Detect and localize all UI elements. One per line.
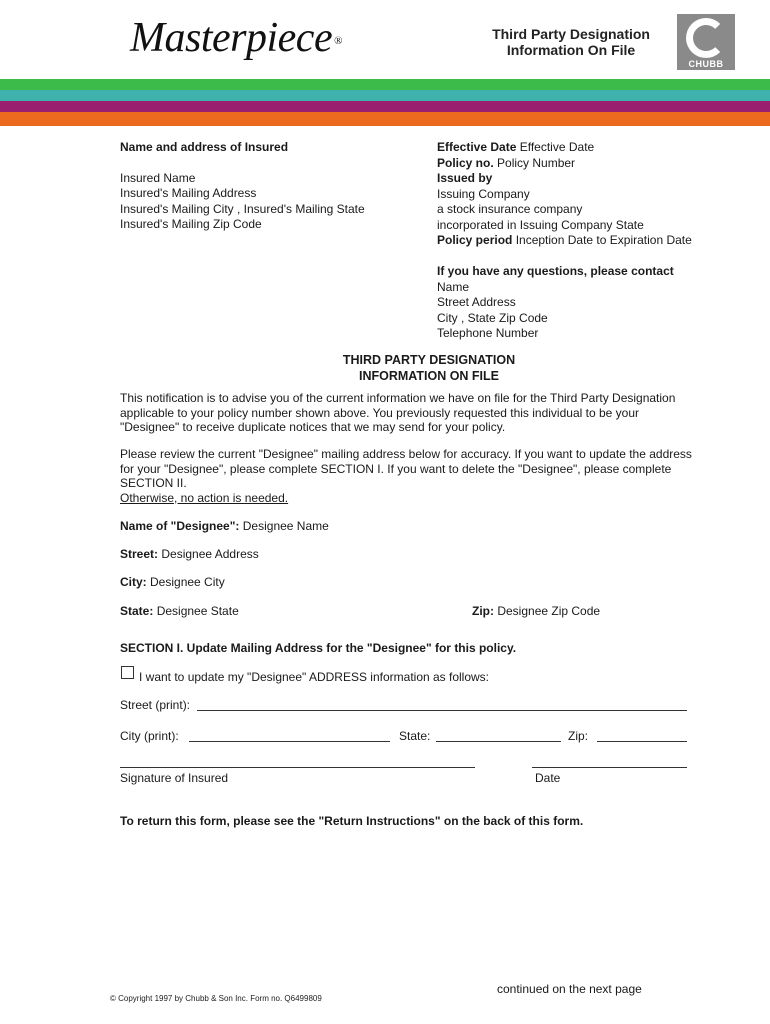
contact-name: Name [437,279,470,294]
issued-by-label: Issued by [437,171,493,185]
policy-number-row [437,156,692,172]
insured-block [120,140,365,233]
update-address-checkbox[interactable] [121,666,134,679]
color-bar-teal [0,90,770,101]
designee-state-row [120,604,239,620]
insured-address: Insured's Mailing Address [120,186,257,200]
policy-number-value: Policy Number [497,155,576,170]
review-line: for your "Designee", please complete SECTION I. If you want to delete the "Designee", please complete [120,461,672,476]
street-print-field[interactable] [197,710,687,711]
date-field[interactable] [532,767,687,768]
designee-zip-label: Zip: [472,604,494,618]
effective-date-row [437,140,692,156]
effective-date-value: Effective Date [519,140,595,154]
section-title [44,353,770,384]
document-title [492,26,650,58]
return-instructions-note: To return this form, please see the "Return Instructions" on the back of this form. [120,814,584,828]
document-title-line2: Information On File [506,42,636,58]
designee-city-row [120,575,225,591]
logo-text: Masterpiece [130,15,333,61]
chubb-c-icon [686,18,726,58]
designee-zip-value: Designee Zip Code [497,604,601,618]
contact-heading: If you have any questions, please contact [437,264,674,278]
section-title-line2: INFORMATION ON FILE [358,368,500,383]
designee-city-value: Designee City [150,575,225,589]
stock-company-text: a stock insurance company [437,202,583,216]
chubb-logo [677,14,735,70]
notification-paragraph [120,391,740,435]
zip-print-label: Zip: [568,729,589,743]
designee-name-row [120,519,329,535]
review-paragraph [120,447,740,505]
continued-note: continued on the next page [497,982,642,996]
policy-number-label: Policy no. [437,155,494,170]
copyright-footer: © Copyright 1997 by Chubb & Son Inc. Form no. Q6499809 [110,994,322,1003]
document-title-line1: Third Party Designation [492,26,650,42]
color-bar-green [0,79,770,90]
contact-street: Street Address [437,295,516,309]
insured-heading: Name and address of Insured [120,140,289,154]
insured-zip: Insured's Mailing Zip Code [120,217,262,231]
designee-zip-row [472,604,600,620]
designee-state-label: State: [120,604,154,618]
designee-city-label: City: [120,575,147,589]
review-line: SECTION II. [120,476,187,490]
section-title-line1: THIRD PARTY DESIGNATION [342,353,516,367]
no-action-note: Otherwise, no action is needed. [120,490,289,505]
policy-period-row [437,233,692,249]
policy-period-label: Policy period [437,233,513,247]
contact-city-state-zip: City , State Zip Code [437,310,548,325]
section1-heading: SECTION I. Update Mailing Address for the "Designee" for this policy. [120,641,517,655]
designee-state-value: Designee State [156,604,239,618]
logo-registered-mark: ® [334,35,342,48]
zip-print-field[interactable] [597,741,687,742]
state-print-field[interactable] [436,741,561,742]
notification-line: applicable to your policy number shown above. You previously requested this individual to be your [120,405,639,420]
review-line: Please review the current "Designee" mailing address below for accuracy. If you want to update the address [120,447,692,461]
chubb-logo-text: CHUBB [688,59,724,69]
policy-period-value: Inception Date to Expiration Date [515,233,692,247]
city-print-label: City (print): [120,729,179,743]
masterpiece-logo [130,14,342,62]
designee-name-value: Designee Name [242,519,329,533]
date-label: Date [535,771,561,785]
incorporated-text: incorporated in Issuing Company State [437,217,644,232]
effective-date-label: Effective Date [437,140,517,154]
insured-city-state: Insured's Mailing City , Insured's Mailing State [120,201,365,216]
state-print-label: State: [399,729,431,743]
contact-phone: Telephone Number [437,326,539,340]
designee-street-label: Street: [120,547,159,561]
city-print-field[interactable] [189,741,390,742]
color-bar-purple [0,101,770,112]
street-print-label: Street (print): [120,698,191,712]
color-bar-orange [0,112,770,126]
notification-line: This notification is to advise you of the current information we have on file for the Third Party Designation [120,391,676,405]
insured-name: Insured Name [120,170,196,185]
designee-street-value: Designee Address [161,547,259,561]
issuing-company: Issuing Company [437,186,530,201]
update-address-checkbox-label: I want to update my "Designee" ADDRESS information as follows: [139,670,490,684]
policy-block [437,140,692,249]
designee-street-row [120,547,259,563]
contact-block [437,264,674,342]
designee-name-label: Name of "Designee": [120,519,240,533]
signature-field[interactable] [120,767,475,768]
signature-label: Signature of Insured [120,771,229,785]
notification-line: "Designee" to receive duplicate notices that we may send for your policy. [120,420,506,434]
